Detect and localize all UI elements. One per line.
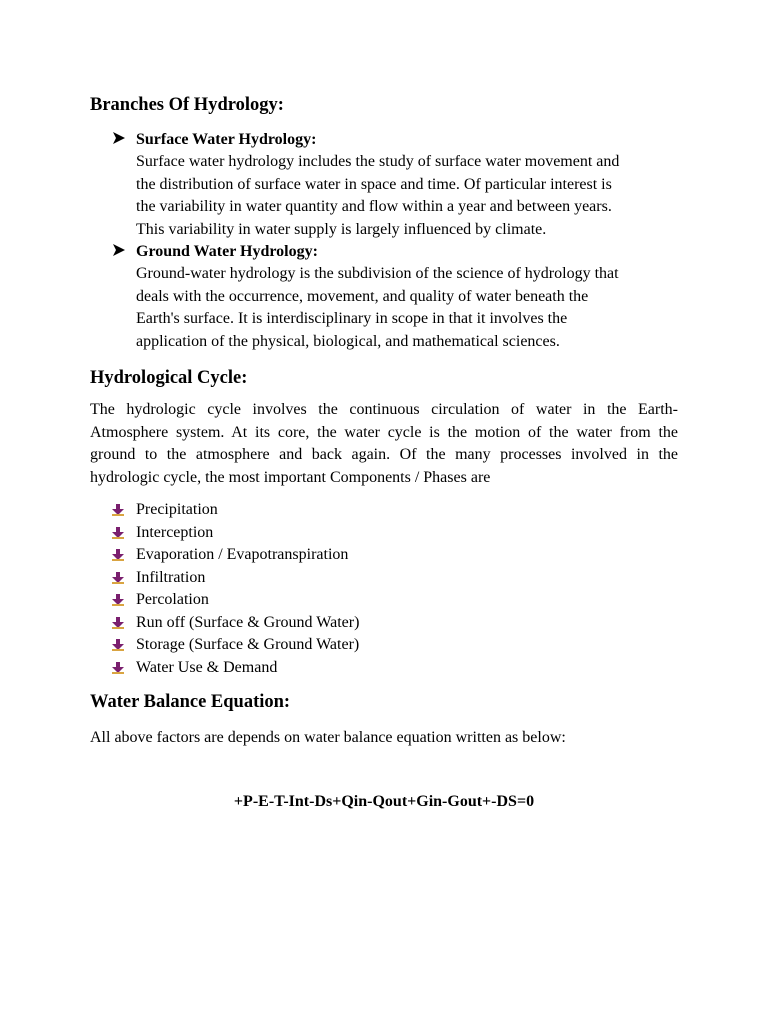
phases-list xyxy=(112,499,359,679)
list-item: Precipitation xyxy=(112,499,359,522)
arrow-down-bullet-icon xyxy=(112,594,124,606)
list-item: Infiltration xyxy=(112,567,359,590)
arrow-down-bullet-icon xyxy=(112,639,124,651)
heading-hydrological-cycle: Hydrological Cycle: xyxy=(90,368,248,388)
paragraph-line: hydrologic cycle, the most important Components / Phases are xyxy=(90,468,491,486)
list-item: Interception xyxy=(112,522,359,545)
branch-line: This variability in water supply is largely influenced by climate. xyxy=(136,220,547,238)
list-item: Water Use & Demand xyxy=(112,657,359,680)
heading-water-balance-equation: Water Balance Equation: xyxy=(90,692,291,712)
list-item: Evaporation / Evapotranspiration xyxy=(112,544,359,567)
arrow-down-bullet-icon xyxy=(112,572,124,584)
list-item: Run off (Surface & Ground Water) xyxy=(112,612,359,635)
cycle-paragraph xyxy=(90,399,678,489)
arrow-down-bullet-icon xyxy=(112,617,124,629)
paragraph-line: Atmosphere system. At its core, the water cycle is the motion of the water from the xyxy=(90,423,678,441)
heading-branches-of-hydrology: Branches Of Hydrology: xyxy=(90,95,284,115)
paragraph-line: All above factors are depends on water balance equation written as below: xyxy=(90,729,566,746)
branch-line: Earth's surface. It is interdisciplinary in scope in that it involves the xyxy=(136,310,568,328)
arrow-down-bullet-icon xyxy=(112,504,124,516)
arrow-bullet-icon xyxy=(112,131,126,145)
branch-line: the distribution of surface water in space and time. Of particular interest is xyxy=(136,175,612,193)
branch-line: application of the physical, biological, and mathematical sciences. xyxy=(136,332,560,350)
arrow-down-bullet-icon xyxy=(112,662,124,674)
list-item: Percolation xyxy=(112,589,359,612)
branch-line: the variability in water quantity and flow within a year and between years. xyxy=(136,198,612,216)
arrow-down-bullet-icon xyxy=(112,527,124,539)
water-balance-equation: +P-E-T-Int-Ds+Qin-Qout+Gin-Gout+-DS=0 xyxy=(233,793,535,810)
paragraph-line: The hydrologic cycle involves the continuous circulation of water in the Earth- xyxy=(90,401,678,418)
branch-title: Surface Water Hydrology: xyxy=(136,131,317,148)
balance-intro xyxy=(90,727,678,750)
paragraph-line: ground to the atmosphere and back again. Of the many processes involved in the xyxy=(90,446,678,464)
branch-body xyxy=(136,263,676,353)
branch-line: deals with the occurrence, movement, and quality of water beneath the xyxy=(136,287,589,305)
branch-line: Surface water hydrology includes the study of surface water movement and xyxy=(136,153,620,170)
arrow-bullet-icon xyxy=(112,243,126,257)
branch-line: Ground-water hydrology is the subdivision of the science of hydrology that xyxy=(136,265,619,282)
branch-title: Ground Water Hydrology: xyxy=(136,243,318,260)
branch-body xyxy=(136,151,676,241)
arrow-down-bullet-icon xyxy=(112,549,124,561)
list-item: Storage (Surface & Ground Water) xyxy=(112,634,359,657)
